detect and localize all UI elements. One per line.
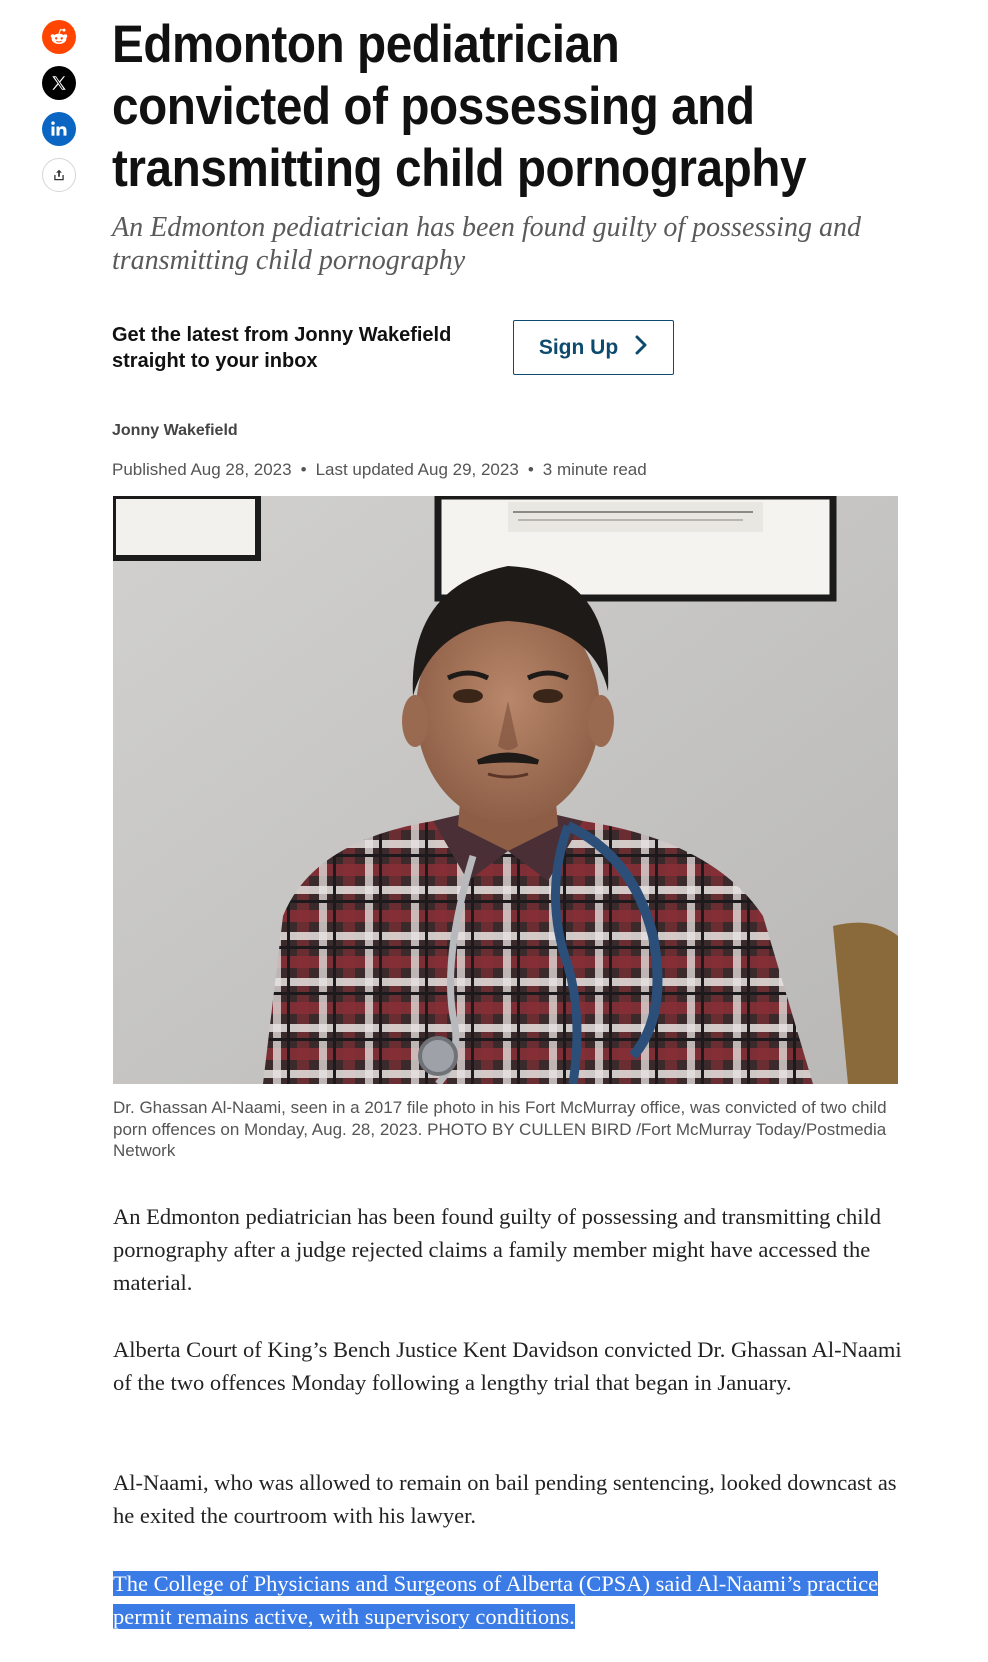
photo-caption: Dr. Ghassan Al-Naami, seen in a 2017 file photo in his Fort McMurray office, was convicted of two child porn offences on Monday, Aug. 28, 2023. PHOTO BY CULLEN BIRD /Fort McMurray Today/Postmedia Network (113, 1098, 887, 1160)
x-share-button[interactable] (42, 66, 76, 100)
article-meta (112, 460, 647, 480)
body-paragraph-selected (113, 1567, 903, 1633)
article-deck: An Edmonton pediatrician has been found guilty of possessing and transmitting child pornography (112, 212, 861, 276)
linkedin-share-button[interactable] (42, 112, 76, 146)
author-name[interactable]: Jonny Wakefield (112, 422, 238, 439)
photo-illustration (113, 496, 898, 1084)
reddit-share-button[interactable] (42, 20, 76, 54)
separator-dot: • (300, 460, 307, 479)
body-paragraph: An Edmonton pediatrician has been found guilty of possessing and transmitting child pornography after a judge rejected claims a family member might have accessed the material. (113, 1204, 881, 1295)
share-icon (52, 168, 66, 182)
text-selection: The College of Physicians and Surgeons of Alberta (CPSA) said Al-Naami’s practice permit remains active, with supervisory conditions. (113, 1571, 879, 1629)
sign-up-button[interactable] (513, 320, 674, 375)
article-photo (113, 496, 898, 1084)
separator-dot: • (527, 460, 534, 479)
newsletter-prompt: Get the latest from Jonny Wakefield straight to your inbox (112, 324, 452, 372)
body-paragraph: Alberta Court of King’s Bench Justice Kent Davidson convicted Dr. Ghassan Al-Naami of the two offences Monday following a lengthy trial that began in January. (113, 1337, 902, 1395)
more-share-button[interactable] (42, 158, 76, 192)
sign-up-label: Sign Up (538, 335, 619, 359)
read-time: 3 minute read (542, 460, 647, 479)
share-rail (42, 20, 76, 204)
chevron-right-icon (634, 334, 648, 362)
body-paragraph: Al-Naami, who was allowed to remain on bail pending sentencing, looked downcast as he exited the courtroom with his lawyer. (113, 1470, 897, 1528)
published-date: Published Aug 28, 2023 (112, 460, 292, 479)
x-icon (50, 74, 68, 92)
linkedin-icon (49, 119, 69, 139)
article-headline: Edmonton pediatrician convicted of possessing and transmitting child pornography (112, 15, 807, 198)
updated-date: Last updated Aug 29, 2023 (315, 460, 519, 479)
reddit-icon (48, 26, 70, 48)
